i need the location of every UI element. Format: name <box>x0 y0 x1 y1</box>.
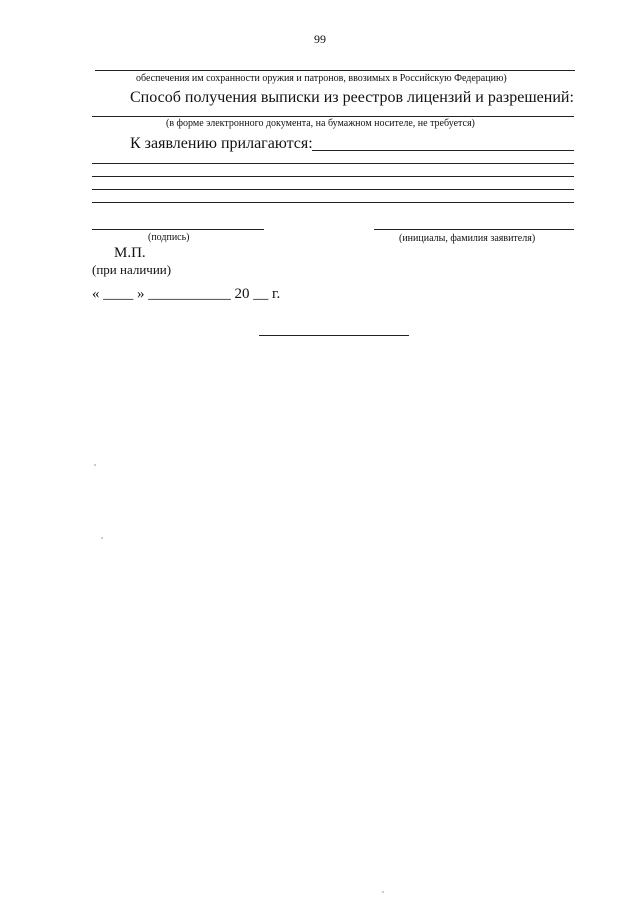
date-year-blank: __ <box>253 286 269 302</box>
closing-line <box>259 335 409 336</box>
extract-method-fill-line <box>92 116 574 117</box>
extract-method-caption: (в форме электронного документа, на бумажном носителе, не требуется) <box>166 118 475 129</box>
date-line <box>92 286 280 303</box>
applicant-name-line <box>374 229 574 230</box>
signature-line <box>92 229 264 230</box>
top-fill-line <box>95 70 575 71</box>
attachments-line-4 <box>92 189 574 190</box>
stamp-note: (при наличии) <box>92 262 172 277</box>
applicant-name-caption: (инициалы, фамилия заявителя) <box>399 233 536 244</box>
attachments-line-1 <box>312 150 574 151</box>
scan-dot-3 <box>382 891 384 893</box>
attachments-line-3 <box>92 176 574 177</box>
attachments-label: К заявлению прилагаются: <box>130 135 313 152</box>
signature-caption: (подпись) <box>148 232 190 243</box>
date-day-blank: ____ <box>103 286 134 302</box>
date-century: 20 <box>234 286 250 302</box>
date-month-blank: ___________ <box>148 286 231 302</box>
scan-dot-1 <box>94 464 96 466</box>
extract-method-label: Способ получения выписки из реестров лицензий и разрешений: <box>130 89 574 106</box>
date-open-quote: « <box>92 286 100 302</box>
scan-dot-2 <box>101 537 103 539</box>
stamp-label: М.П. <box>114 245 146 261</box>
date-year-suffix: г. <box>272 286 281 302</box>
page-number: 99 <box>314 32 326 46</box>
attachments-line-5 <box>92 202 574 203</box>
attachments-line-2 <box>92 163 574 164</box>
date-close-quote: » <box>137 286 145 302</box>
weapon-safety-caption: обеспечения им сохранности оружия и патронов, ввозимых в Российскую Федерацию) <box>136 73 507 84</box>
